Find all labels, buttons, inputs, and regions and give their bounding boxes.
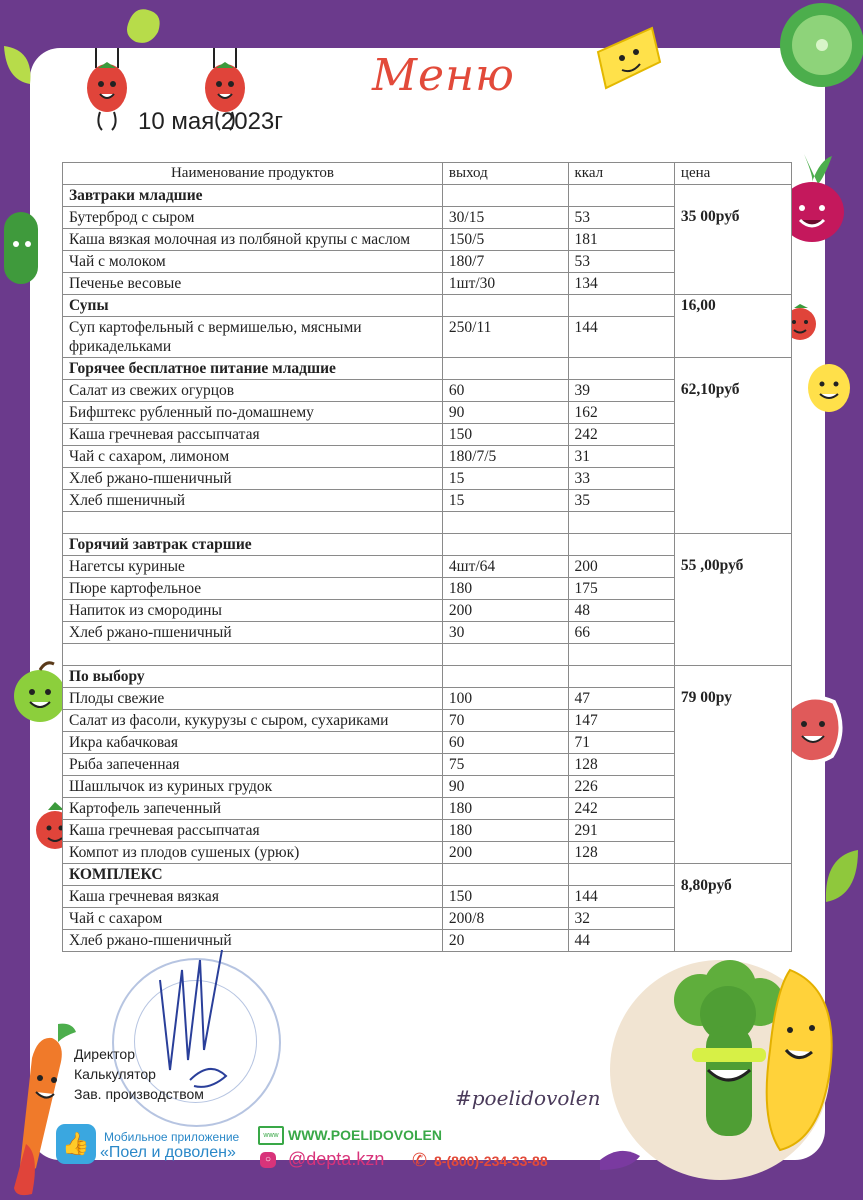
signatures-block — [74, 1044, 204, 1104]
item-kcal: 134 — [568, 273, 674, 295]
section-title: Супы — [63, 295, 443, 317]
cheese-sticker — [592, 22, 666, 96]
item-name: Пюре картофельное — [63, 578, 443, 600]
item-name: Шашлычок из куриных грудок — [63, 776, 443, 798]
item-name: Нагетсы куриные — [63, 556, 443, 578]
item-kcal: 147 — [568, 710, 674, 732]
column-header-kcal: ккал — [568, 163, 674, 185]
column-header-name: Наименование продуктов — [63, 163, 443, 185]
item-kcal: 128 — [568, 842, 674, 864]
lettuce-sticker-top — [124, 4, 164, 48]
item-name: Суп картофельный с вермишелью, мясными фрикадельками — [63, 317, 443, 358]
instagram-link[interactable]: @depta.kzn — [288, 1149, 385, 1169]
item-name: Каша гречневая рассыпчатая — [63, 424, 443, 446]
item-name: Хлеб ржано-пшеничный — [63, 468, 443, 490]
menu-title: Меню — [372, 50, 515, 101]
item-name: Хлеб ржано-пшеничный — [63, 622, 443, 644]
item-kcal: 35 — [568, 490, 674, 512]
app-name: «Поел и доволен» — [100, 1144, 236, 1161]
section-title: КОМПЛЕКС — [63, 864, 443, 886]
item-kcal: 44 — [568, 930, 674, 952]
section-price: 16,00 — [674, 295, 791, 358]
item-name: Бифштекс рубленный по-домашнему — [63, 402, 443, 424]
item-kcal: 200 — [568, 556, 674, 578]
item-kcal: 33 — [568, 468, 674, 490]
item-name: Компот из плодов сушеных (урюк) — [63, 842, 443, 864]
item-kcal: 226 — [568, 776, 674, 798]
item-kcal: 181 — [568, 229, 674, 251]
item-name: Хлеб ржано-пшеничный — [63, 930, 443, 952]
app-icon: 👍 — [56, 1124, 96, 1164]
section-row — [63, 358, 792, 380]
item-name: Рыба запеченная — [63, 754, 443, 776]
item-kcal: 48 — [568, 600, 674, 622]
item-portion: 70 — [442, 710, 568, 732]
item-portion: 180 — [442, 820, 568, 842]
cucumber-slice-sticker — [770, 0, 863, 95]
item-name: Чай с молоком — [63, 251, 443, 273]
item-portion: 30 — [442, 622, 568, 644]
item-kcal: 144 — [568, 886, 674, 908]
lemon-face-sticker — [804, 360, 854, 416]
item-portion: 250/11 — [442, 317, 568, 358]
item-kcal: 175 — [568, 578, 674, 600]
leaf-sticker-right — [818, 846, 863, 910]
item-name: Бутерброд с сыром — [63, 207, 443, 229]
section-title: По выбору — [63, 666, 443, 688]
section-price: 55 ,00руб — [674, 534, 791, 666]
phone-number[interactable]: 8-(800)-234-33-88 — [434, 1153, 548, 1169]
item-kcal: 71 — [568, 732, 674, 754]
contacts-block — [258, 1124, 578, 1174]
item-kcal: 128 — [568, 754, 674, 776]
item-portion: 1шт/30 — [442, 273, 568, 295]
section-title: Горячий завтрак старшие — [63, 534, 443, 556]
item-name: Плоды свежие — [63, 688, 443, 710]
item-portion: 180/7 — [442, 251, 568, 273]
item-portion: 15 — [442, 490, 568, 512]
item-portion: 4шт/64 — [442, 556, 568, 578]
item-portion: 150/5 — [442, 229, 568, 251]
item-kcal: 53 — [568, 207, 674, 229]
item-portion: 75 — [442, 754, 568, 776]
menu-table — [62, 162, 792, 952]
section-price: 35 00руб — [674, 185, 791, 295]
item-portion: 150 — [442, 424, 568, 446]
section-row — [63, 864, 792, 886]
section-row — [63, 295, 792, 317]
item-kcal: 31 — [568, 446, 674, 468]
item-name: Картофель запеченный — [63, 798, 443, 820]
item-portion: 200 — [442, 842, 568, 864]
item-kcal: 66 — [568, 622, 674, 644]
hashtag: #poelidovolen — [455, 1086, 601, 1110]
item-kcal: 291 — [568, 820, 674, 842]
item-name: Салат из фасоли, кукурузы с сыром, сухариками — [63, 710, 443, 732]
section-row — [63, 666, 792, 688]
table-header-row — [63, 163, 792, 185]
website-link[interactable]: WWW.POELIDOVOLEN — [288, 1127, 442, 1143]
cucumber-sticker-left — [0, 208, 44, 288]
item-name: Каша гречневая рассыпчатая — [63, 820, 443, 842]
item-portion: 30/15 — [442, 207, 568, 229]
item-kcal: 47 — [568, 688, 674, 710]
item-kcal: 53 — [568, 251, 674, 273]
item-portion: 180/7/5 — [442, 446, 568, 468]
characters-illustration — [600, 930, 863, 1180]
section-row — [63, 534, 792, 556]
item-portion: 100 — [442, 688, 568, 710]
leaf-sticker-top-left — [0, 40, 36, 90]
item-kcal: 32 — [568, 908, 674, 930]
item-name: Каша вязкая молочная из полбяной крупы с маслом — [63, 229, 443, 251]
item-portion: 150 — [442, 886, 568, 908]
item-name: Каша гречневая вязкая — [63, 886, 443, 908]
app-label: Мобильное приложение — [104, 1130, 240, 1144]
section-price: 8,80руб — [674, 864, 791, 952]
item-name: Напиток из смородины — [63, 600, 443, 622]
item-kcal: 144 — [568, 317, 674, 358]
carrot-sticker — [2, 1018, 82, 1200]
mobile-app-promo[interactable] — [56, 1124, 246, 1170]
item-kcal: 242 — [568, 424, 674, 446]
item-kcal: 39 — [568, 380, 674, 402]
signature-director: Директор — [74, 1046, 135, 1062]
item-portion: 15 — [442, 468, 568, 490]
item-portion: 60 — [442, 732, 568, 754]
item-kcal: 242 — [568, 798, 674, 820]
web-icon: www — [258, 1126, 284, 1145]
section-price: 79 00ру — [674, 666, 791, 864]
item-name: Чай с сахаром, лимоном — [63, 446, 443, 468]
section-title: Горячее бесплатное питание младшие — [63, 358, 443, 380]
item-name: Хлеб пшеничный — [63, 490, 443, 512]
phone-icon: ✆ — [412, 1150, 428, 1170]
section-title: Завтраки младшие — [63, 185, 443, 207]
section-price: 62,10руб — [674, 358, 791, 534]
signature-calculator: Калькулятор — [74, 1066, 156, 1082]
item-portion: 200/8 — [442, 908, 568, 930]
item-portion: 200 — [442, 600, 568, 622]
item-portion: 90 — [442, 776, 568, 798]
item-name: Икра кабачковая — [63, 732, 443, 754]
item-name: Салат из свежих огурцов — [63, 380, 443, 402]
menu-date: 10 мая 2023г — [138, 108, 284, 135]
instagram-icon: ○ — [260, 1152, 276, 1168]
column-header-portion: выход — [442, 163, 568, 185]
item-portion: 180 — [442, 578, 568, 600]
item-portion: 60 — [442, 380, 568, 402]
item-portion: 90 — [442, 402, 568, 424]
signature-production-head: Зав. производством — [74, 1086, 204, 1102]
tomato-sticker-left — [78, 48, 138, 138]
column-header-price: цена — [674, 163, 791, 185]
item-portion: 180 — [442, 798, 568, 820]
item-kcal: 162 — [568, 402, 674, 424]
item-portion: 20 — [442, 930, 568, 952]
section-row — [63, 185, 792, 207]
item-name: Чай с сахаром — [63, 908, 443, 930]
apple-face-sticker — [10, 660, 70, 724]
item-name: Печенье весовые — [63, 273, 443, 295]
